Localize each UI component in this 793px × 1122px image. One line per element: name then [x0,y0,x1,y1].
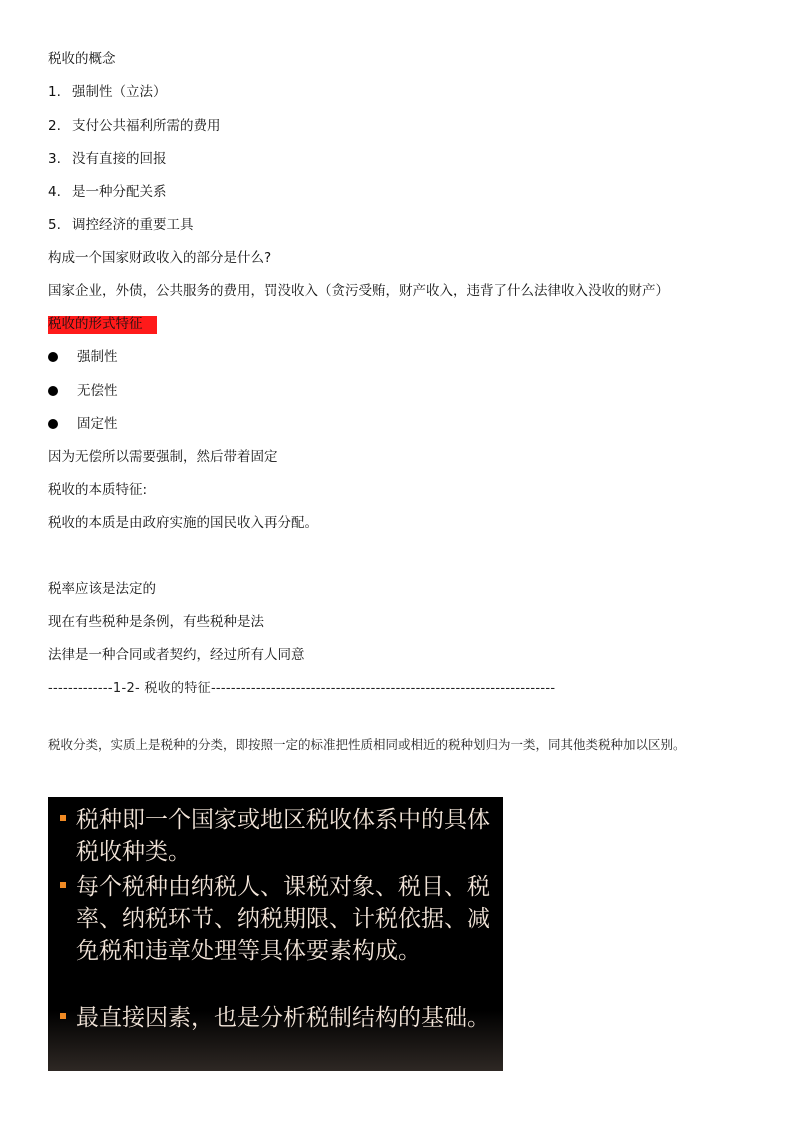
item-text: 是一种分配关系 [72,184,167,200]
concept-title: 税收的概念 [48,51,116,67]
slide-image [48,797,503,1071]
law-line-2: 现在有些税种是条例，有些税种是法 [48,614,264,630]
square-bullet-icon [60,1013,66,1019]
bullet-text: 无偿性 [77,383,118,399]
bullet-text: 强制性 [77,349,118,365]
form-bullet-3 [48,415,118,433]
slide-item-text: 每个税种由纳税人、课税对象、税目、税率、纳税环节、纳税期限、计税依据、减免税和违章处理等具体要素构成。 [76,874,490,964]
section-divider: -------------1-2- 税收的特征--------------------------------------------------------------------- [48,681,556,696]
bullet-dot-icon [48,386,58,396]
concept-item-5 [48,216,194,234]
item-text: 调控经济的重要工具 [72,217,194,233]
concept-item-3 [48,150,167,168]
form-title-line [48,315,157,333]
form-title-highlight: 税收的形式特征 [48,316,157,334]
slide-item-1 [60,804,503,868]
square-bullet-icon [60,882,66,888]
bullet-dot-icon [48,419,58,429]
law-line-3: 法律是一种合同或者契约，经过所有人同意 [48,647,305,663]
form-bullet-2 [48,382,118,400]
concept-item-4 [48,183,167,201]
revenue-question: 构成一个国家财政收入的部分是什么? [48,250,272,266]
slide-item-3 [60,1002,503,1034]
item-number: 4. [48,184,61,200]
law-line-1: 税率应该是法定的 [48,581,156,597]
item-number: 3. [48,151,61,167]
item-text: 没有直接的回报 [72,151,167,167]
concept-item-2 [48,117,221,135]
item-number: 1. [48,84,61,100]
essence-text: 税收的本质是由政府实施的国民收入再分配。 [48,515,318,531]
slide-item-text: 最直接因素，也是分析税制结构的基础。 [76,1005,490,1031]
concept-item-1 [48,83,167,101]
item-text: 支付公共福利所需的费用 [72,118,221,134]
item-number: 2. [48,118,61,134]
slide-item-text: 税种即一个国家或地区税收体系中的具体税收种类。 [76,807,490,865]
revenue-answer: 国家企业，外债，公共服务的费用，罚没收入（贪污受贿，财产收入，违背了什么法律收入没收的财产） [48,283,669,299]
classification-text: 税收分类，实质上是税种的分类，即按照一定的标准把性质相同或相近的税种划归为一类，同其他类税种加以区别。 [48,737,686,752]
form-bullet-1 [48,348,118,366]
form-note: 因为无偿所以需要强制，然后带着固定 [48,449,278,465]
bullet-dot-icon [48,352,58,362]
square-bullet-icon [60,815,66,821]
bullet-text: 固定性 [77,416,118,432]
item-text: 强制性（立法） [72,84,167,100]
item-number: 5. [48,217,61,233]
essence-title: 税收的本质特征: [48,482,148,498]
slide-item-2 [60,871,503,967]
